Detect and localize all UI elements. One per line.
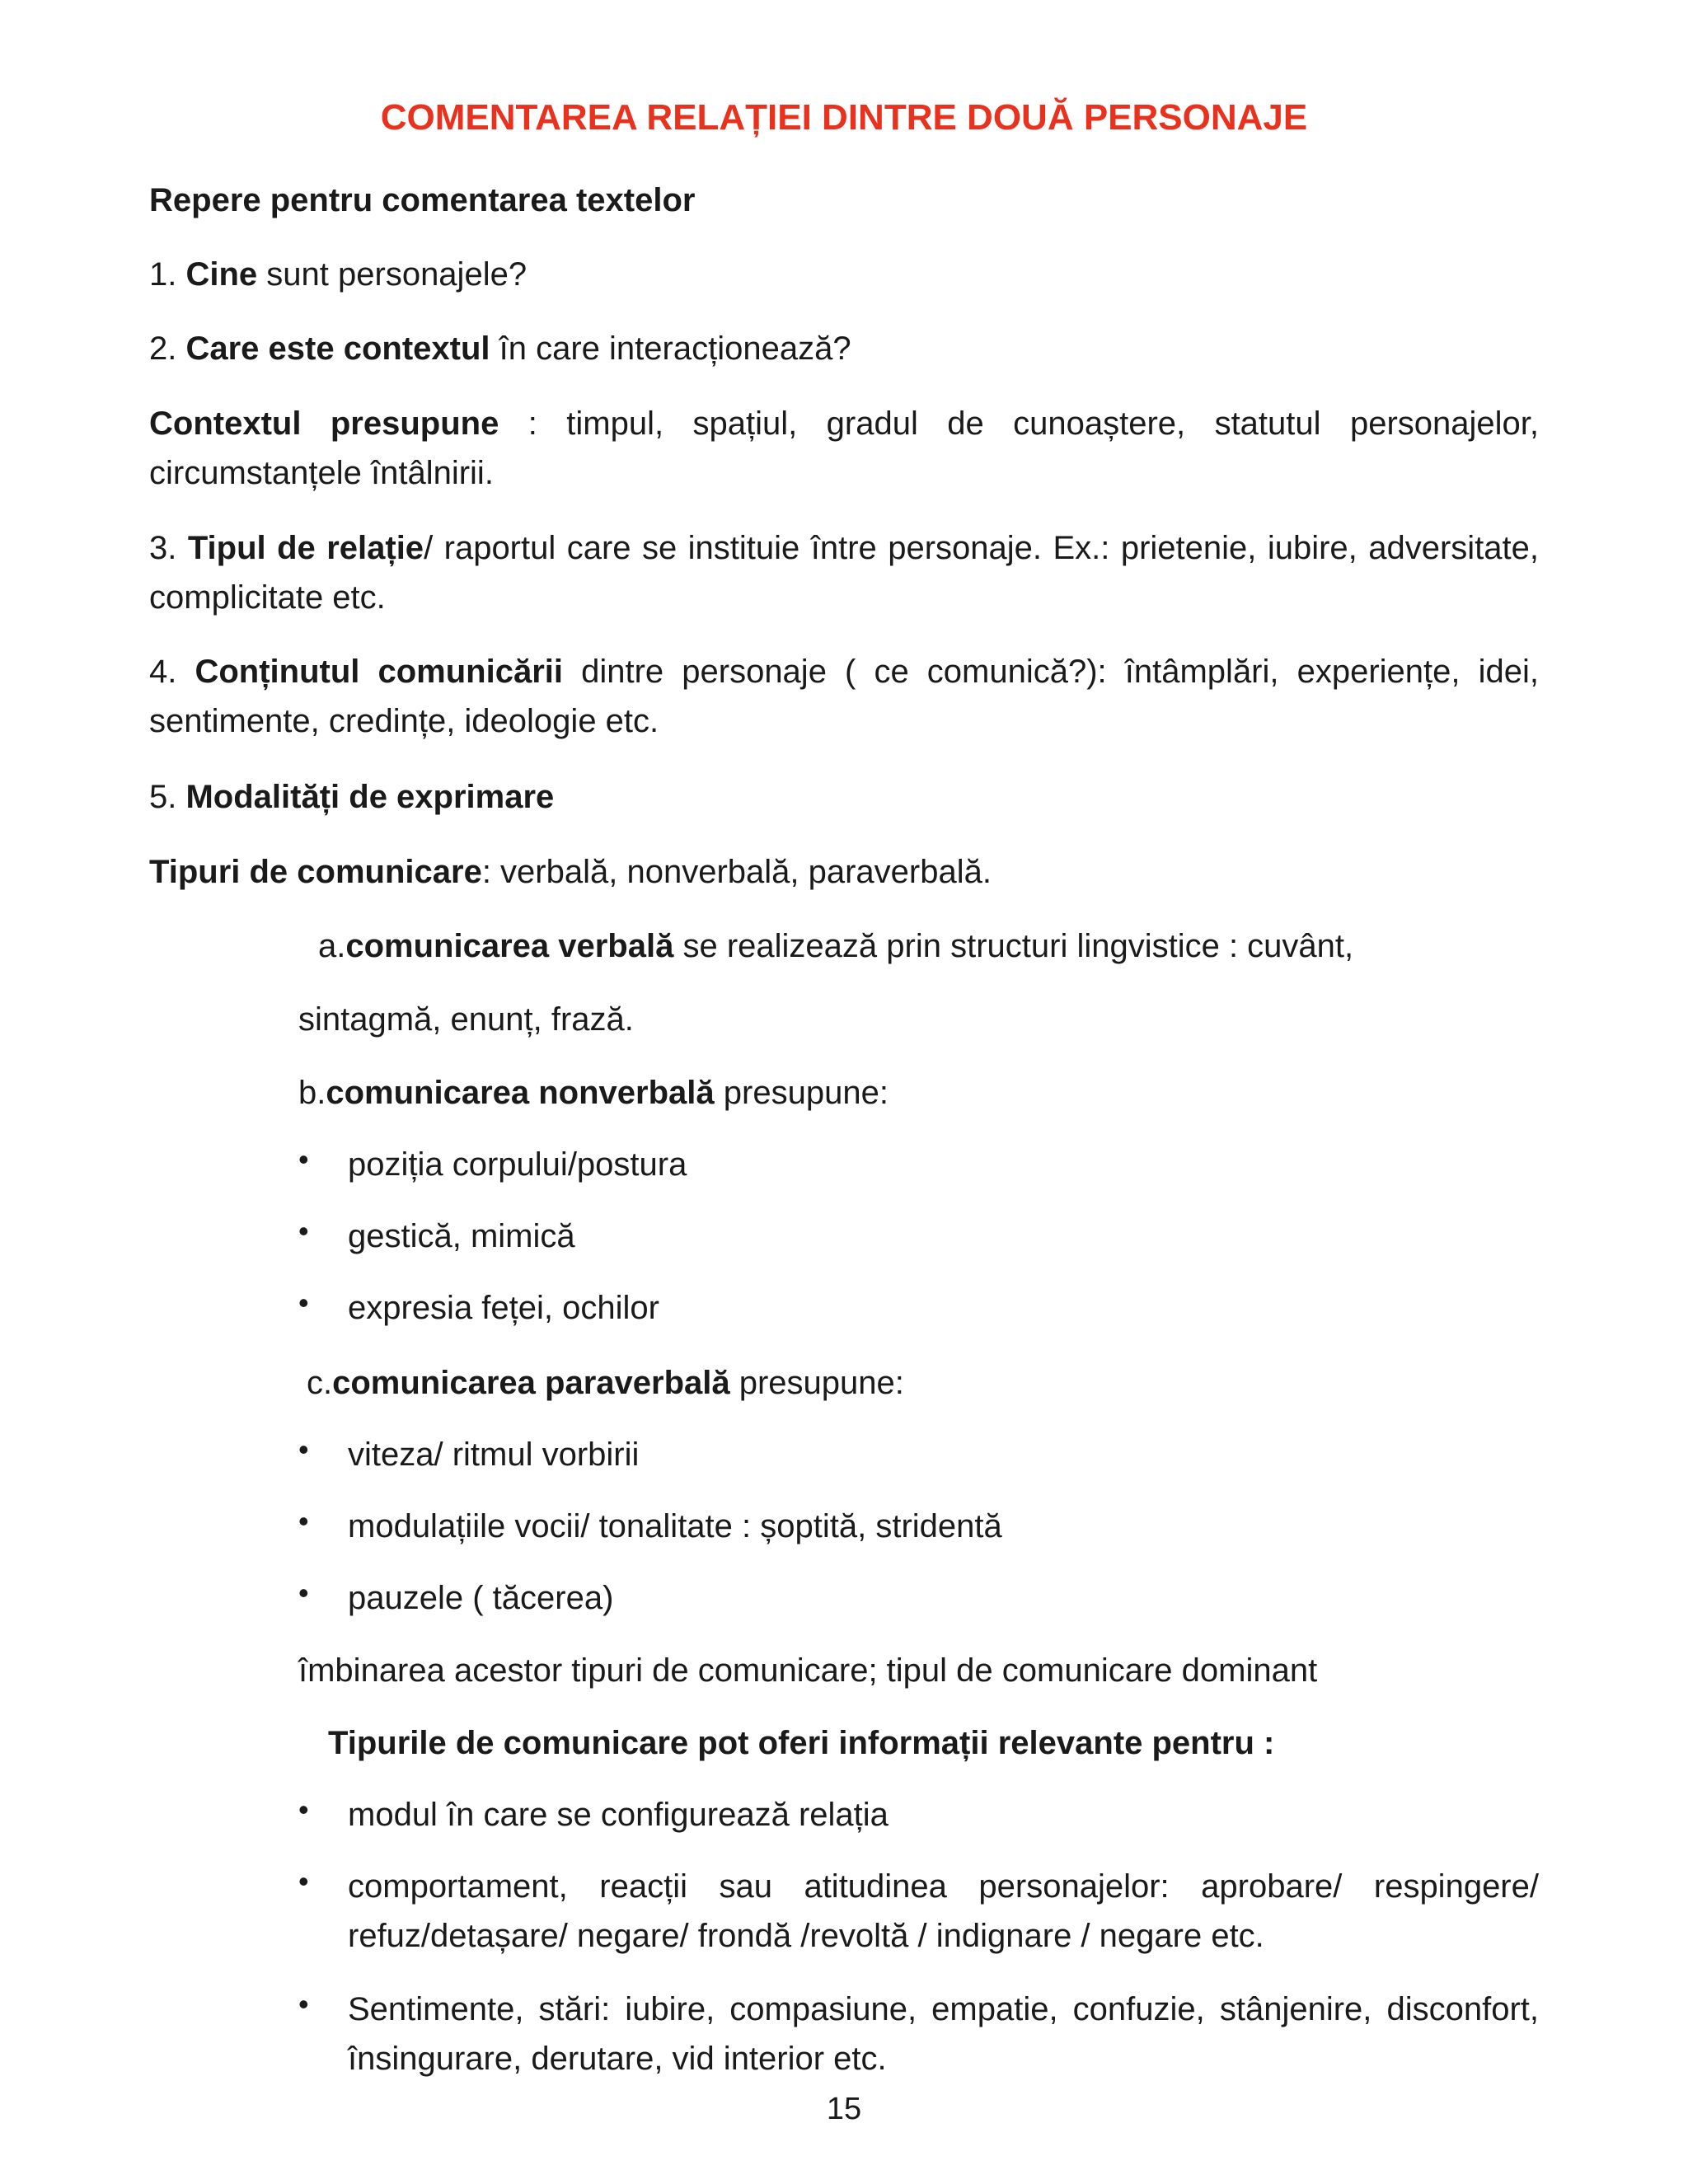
paraverbal-communication: c.comunicarea paraverbală presupune: bbox=[307, 1365, 904, 1401]
list-item: • modul în care se configurează relația bbox=[298, 1790, 1539, 1840]
list-item: • expresia feței, ochilor bbox=[298, 1283, 1539, 1333]
bullet-icon: • bbox=[298, 1214, 309, 1248]
list-item: • poziția corpului/postura bbox=[298, 1140, 1539, 1189]
page-number: 15 bbox=[826, 2092, 862, 2126]
bullet-icon: • bbox=[298, 1504, 309, 1538]
bullet-icon: • bbox=[298, 1142, 309, 1176]
verbal-communication: a.comunicarea verbală se realizează prin structuri lingvistice : cuvânt, bbox=[318, 928, 1354, 964]
list-item: • gestică, mimică bbox=[298, 1212, 1539, 1261]
page-title: COMENTAREA RELAȚIEI DINTRE DOUĂ PERSONAJE bbox=[380, 97, 1308, 138]
nonverbal-communication: b.comunicarea nonverbală presupune: bbox=[298, 1075, 889, 1111]
list-item-3: 3. Tipul de relație/ raportul care se instituie între personaje. Ex.: prietenie, iubire, adversitate, complicitate etc. bbox=[149, 530, 1539, 616]
list-item: • comportament, reacții sau atitudinea personajelor: aprobare/ respingere/ refuz/detașare/ negare/ frondă /revoltă / indignare / negare etc. bbox=[298, 1862, 1539, 1961]
list-item-2: 2. Care este contextul în care interacționează? bbox=[149, 330, 851, 367]
list-item: • modulațiile vocii/ tonalitate : șoptită, stridentă bbox=[298, 1502, 1539, 1551]
section-heading: Repere pentru comentarea textelor bbox=[149, 182, 696, 218]
list-item: • Sentimente, stări: iubire, compasiune, empatie, confuzie, stânjenire, disconfort, însingurare, derutare, vid interior etc. bbox=[298, 1985, 1539, 2083]
bullet-icon: • bbox=[298, 1793, 309, 1826]
context-paragraph: Contextul presupune : timpul, spațiul, gradul de cunoaștere, statutul personajelor, circumstanțele întâlnirii. bbox=[149, 405, 1539, 491]
bullet-icon: • bbox=[298, 1432, 309, 1466]
list-item-4: 4. Conținutul comunicării dintre personaje ( ce comunică?): întâmplări, experiențe, idei, sentimente, credințe, ideologie etc. bbox=[149, 654, 1539, 739]
list-item: • viteza/ ritmul vorbirii bbox=[298, 1430, 1539, 1479]
relevant-heading: Tipurile de comunicare pot oferi informații relevante pentru : bbox=[328, 1725, 1275, 1761]
verbal-communication-continued: sintagmă, enunț, frază. bbox=[298, 1001, 634, 1038]
bullet-icon: • bbox=[298, 1286, 309, 1319]
list-item-1: 1. Cine sunt personajele? bbox=[149, 256, 528, 293]
combination-text: îmbinarea acestor tipuri de comunicare; tipul de comunicare dominant bbox=[298, 1652, 1318, 1689]
bullet-icon: • bbox=[298, 1864, 309, 1898]
communication-types: Tipuri de comunicare: verbală, nonverbală, paraverbală. bbox=[149, 854, 992, 890]
list-item: • pauzele ( tăcerea) bbox=[298, 1573, 1539, 1623]
bullet-icon: • bbox=[298, 1576, 309, 1610]
list-item-5: 5. Modalități de exprimare bbox=[149, 779, 555, 815]
bullet-icon: • bbox=[298, 1987, 309, 2021]
